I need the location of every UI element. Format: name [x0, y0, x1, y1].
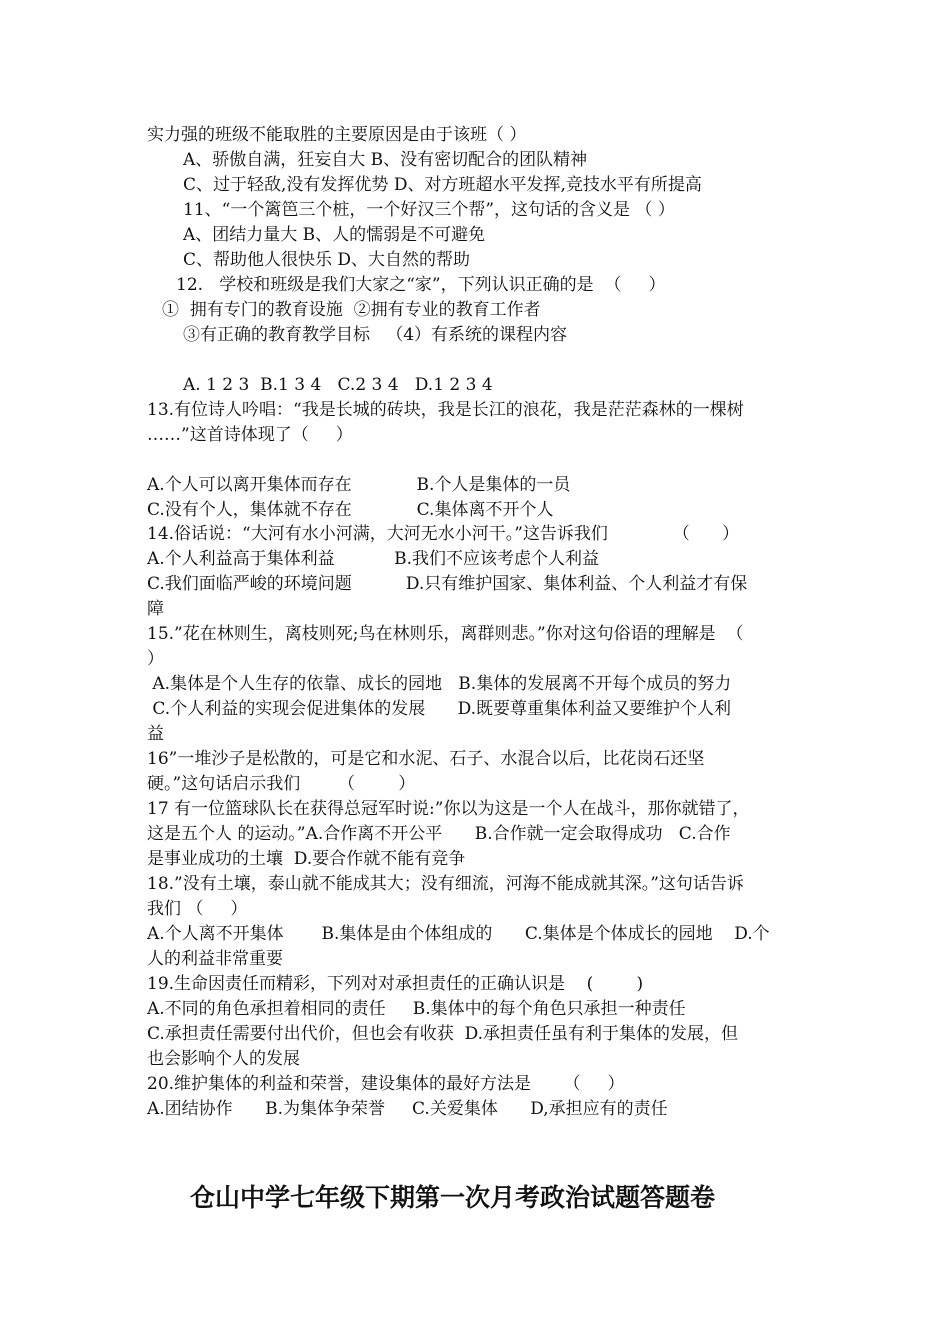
question-15-options-ab: A.集体是个人生存的依靠、成长的园地 B.集体的发展离不开每个成员的努力	[147, 674, 732, 694]
question-19-options-cd: C.承担责任需要付出代价，但也会有收获 D.承担责任虽有利于集体的发展，但	[147, 1024, 739, 1044]
question-12-item-1-2: ① 拥有专门的教育设施 ②拥有专业的教育工作者	[162, 300, 541, 320]
question-18-options: A.个人离不开集体 B.集体是由个体组成的 C.集体是个体成长的园地 D.个	[147, 924, 770, 944]
question-17-options: 这是五个人 的运动。”A.合作离不开公平 B.合作就一定会取得成功 C.合作	[147, 824, 731, 844]
question-18-stem-cont: 我们 （ ）	[147, 899, 248, 919]
question-14-options-ab: A.个人利益高于集体利益 B.我们不应该考虑个人利益	[147, 549, 600, 569]
question-13-options-cd: C.没有个人，集体就不存在 C.集体离不开个人	[147, 500, 554, 520]
question-11-options-cd: C、帮助他人很快乐 D、大自然的帮助	[183, 250, 471, 270]
question-14-options-cd: C.我们面临严峻的环境问题 D.只有维护国家、集体利益、个人利益才有保	[147, 574, 748, 594]
question-15-stem-cont: ）	[147, 649, 164, 669]
question-18-stem: 18.”没有土壤，泰山就不能成其大；没有细流，河海不能成就其深。”这句话告诉	[147, 874, 744, 894]
question-15-options-cd-cont: 益	[147, 724, 164, 744]
question-20-options: A.团结协作 B.为集体争荣誉 C.关爱集体 D,承担应有的责任	[147, 1099, 668, 1119]
question-17-stem: 17 有一位篮球队长在获得总冠军时说:”你以为这是一个人在战斗，那你就错了，	[147, 799, 750, 819]
question-13-options-ab: A.个人可以离开集体而存在 B.个人是集体的一员	[147, 475, 571, 495]
question-17-options-cont: 是事业成功的土壤 D.要合作就不能有竞争	[147, 849, 466, 869]
question-11-options-ab: A、团结力量大 B、人的懦弱是不可避免	[183, 225, 486, 245]
question-16-stem: 16”一堆沙子是松散的，可是它和水泥、石子、水混合以后，比花岗石还坚	[147, 749, 705, 769]
question-13-stem-cont: ……”这首诗体现了（ ）	[147, 425, 353, 445]
question-12-item-3-4: ③有正确的教育教学目标 （4）有系统的课程内容	[183, 325, 568, 345]
question-20-stem: 20.维护集体的利益和荣誉，建设集体的最好方法是 （ ）	[147, 1074, 625, 1094]
question-14-stem: 14.俗话说：“大河有水小河满，大河无水小河干。”这告诉我们 （ ）	[147, 524, 740, 544]
question-11-stem: 11、“一个篱笆三个桩，一个好汉三个帮”，这句话的含义是 （ ）	[183, 200, 675, 220]
question-18-options-cont: 人的利益非常重要	[147, 949, 283, 969]
question-15-stem: 15.”花在林则生，离枝则死;鸟在林则乐，离群则悲。”你对这句俗语的理解是 （	[147, 624, 744, 644]
question-10-options-ab: A、骄傲自满，狂妄自大 B、没有密切配合的团队精神	[183, 150, 588, 170]
question-10-options-cd: C、过于轻敌,没有发挥优势 D、对方班超水平发挥,竞技水平有所提高	[183, 175, 702, 195]
question-19-options-ab: A.不同的角色承担着相同的责任 B.集体中的每个角色只承担一种责任	[147, 999, 686, 1019]
question-19-stem: 19.生命因责任而精彩，下列对对承担责任的正确认识是 ( )	[147, 974, 644, 994]
question-13-stem: 13.有位诗人吟唱：“我是长城的砖块，我是长江的浪花，我是茫茫森林的一棵树	[147, 400, 744, 420]
answer-sheet-title: 仓山中学七年级下期第一次月考政治试题答题卷	[190, 1183, 716, 1212]
question-16-stem-cont: 硬。”这句话启示我们 （ ）	[147, 774, 416, 794]
question-12-options: A. 1 2 3 B.1 3 4 C.2 3 4 D.1 2 3 4	[183, 375, 493, 395]
question-12-stem: 12. 学校和班级是我们大家之“家”，下列认识正确的是 （ ）	[176, 275, 666, 295]
question-15-options-cd: C.个人利益的实现会促进集体的发展 D.既要尊重集体利益又要维护个人利	[147, 699, 732, 719]
question-14-options-cd-cont: 障	[147, 599, 164, 619]
question-19-options-cd-cont: 也会影响个人的发展	[147, 1049, 300, 1069]
question-10-stem: 实力强的班级不能取胜的主要原因是由于该班（ ）	[147, 125, 527, 145]
